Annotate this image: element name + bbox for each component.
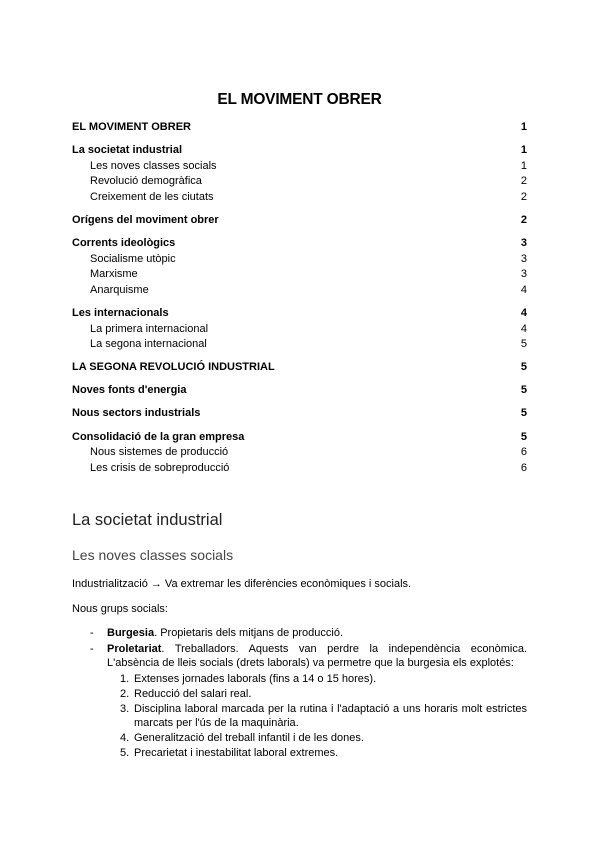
bullet-text: . Treballadors. Aquests van perdre la independència econòmica. L'absència de lleis socials (drets laborals) va permetre que la burgesia els explotés: — [107, 643, 527, 669]
toc-entry[interactable] — [72, 213, 527, 229]
toc-page-number: 1 — [520, 159, 527, 172]
bullet-list — [72, 626, 527, 761]
numbered-item-text: Generalització del treball infantil i de les dones. — [134, 732, 364, 744]
toc-entry[interactable] — [72, 360, 527, 376]
toc-page-number: 3 — [520, 268, 527, 281]
subsection-heading: Les noves classes socials — [72, 547, 234, 563]
toc-page-number: 1 — [520, 121, 527, 133]
toc-page-number: 4 — [520, 306, 527, 319]
toc-page-number: 1 — [520, 144, 527, 157]
toc-entry[interactable] — [72, 322, 527, 338]
toc-entry[interactable] — [72, 267, 527, 283]
numbered-item: 1. Extenses jornades laborals (fins a 14 o 15 hores). — [120, 673, 377, 685]
toc-entry-label: Noves fonts d'energia — [72, 384, 187, 397]
toc-entry[interactable] — [72, 337, 527, 353]
numbered-item-text: Disciplina laboral marcada per la rutina i l'adaptació a uns horaris molt estrictes marcats per l'ús de la maquinària. — [134, 703, 527, 729]
toc-page-number: 2 — [520, 175, 527, 188]
numbered-item-text: Reducció del salari real. — [134, 688, 252, 700]
toc-entry-label: LA SEGONA REVOLUCIÓ INDUSTRIAL — [72, 361, 275, 374]
toc-entry[interactable] — [72, 445, 527, 461]
toc-entry[interactable] — [72, 120, 527, 136]
section-heading: La societat industrial — [72, 511, 223, 529]
toc-entry-label: EL MOVIMENT OBRER — [72, 121, 191, 133]
toc-page-number: 2 — [520, 190, 527, 203]
toc-entry-label: Anarquisme — [90, 283, 149, 296]
numbered-item: 4. Generalització del treball infantil i de les dones. — [120, 732, 364, 744]
numbered-item-text: Extenses jornades laborals (fins a 14 o 15 hores). — [134, 673, 377, 685]
table-of-contents — [72, 120, 527, 476]
paragraph: Nous grups socials: — [72, 603, 168, 615]
numbered-list — [72, 672, 527, 760]
toc-page-number: 3 — [520, 237, 527, 250]
bullet-term: Burgesia — [107, 627, 155, 639]
toc-entry-label: Nous sistemes de producció — [90, 446, 229, 459]
toc-page-number: 4 — [520, 283, 527, 296]
numbered-item: 3. Disciplina laboral marcada per la rutina i l'adaptació a uns horaris molt estrictes marcats per l'ús de la maquinària. — [120, 703, 527, 729]
paragraph: Industrialització → Va extremar les diferències econòmiques i socials. — [72, 578, 412, 590]
toc-entry[interactable] — [72, 283, 527, 299]
toc-entry-label: Marxisme — [90, 268, 138, 281]
toc-page-number: 6 — [520, 461, 527, 474]
bullet-term: Proletariat — [107, 643, 162, 655]
toc-page-number: 5 — [520, 430, 527, 443]
toc-entry[interactable] — [72, 174, 527, 190]
toc-entry-label: Nous sectors industrials — [72, 407, 201, 420]
toc-entry-label: Corrents ideològics — [72, 237, 176, 250]
toc-entry[interactable] — [72, 406, 527, 422]
toc-page-number: 5 — [520, 338, 527, 351]
toc-entry-label: Revolució demogràfica — [90, 175, 202, 188]
toc-entry[interactable] — [72, 383, 527, 399]
list-item — [72, 626, 527, 640]
toc-entry[interactable] — [72, 159, 527, 175]
document-title: EL MOVIMENT OBRER — [217, 91, 382, 108]
toc-entry-label: Les internacionals — [72, 306, 169, 319]
toc-entry[interactable] — [72, 306, 527, 322]
toc-entry-label: Les noves classes socials — [90, 159, 217, 172]
toc-entry-label: Consolidació de la gran empresa — [72, 430, 245, 443]
numbered-item: 2. Reducció del salari real. — [120, 688, 252, 700]
toc-entry[interactable] — [72, 461, 527, 477]
toc-page-number: 4 — [520, 322, 527, 335]
toc-page-number: 6 — [520, 446, 527, 459]
numbered-item: 5. Precarietat i inestabilitat laboral extremes. — [120, 747, 339, 759]
toc-entry[interactable] — [72, 143, 527, 159]
list-item — [72, 642, 527, 670]
toc-entry-label: Les crisis de sobreproducció — [90, 461, 230, 474]
bullet-dash: - — [90, 627, 94, 639]
toc-entry-label: La societat industrial — [72, 144, 183, 157]
toc-entry-label: Socialisme utòpic — [90, 252, 176, 265]
toc-entry-label: La primera internacional — [90, 322, 209, 335]
toc-entry[interactable] — [72, 236, 527, 252]
toc-page-number: 5 — [520, 407, 527, 420]
toc-entry[interactable] — [72, 252, 527, 268]
bullet-dash: - — [90, 643, 94, 655]
toc-page-number: 3 — [520, 252, 527, 265]
toc-entry-label: La segona internacional — [90, 338, 207, 351]
toc-page-number: 5 — [520, 361, 527, 374]
toc-entry[interactable] — [72, 430, 527, 446]
toc-entry-label: Creixement de les ciutats — [90, 190, 214, 203]
numbered-item-text: Precarietat i inestabilitat laboral extremes. — [134, 747, 339, 759]
toc-entry[interactable] — [72, 190, 527, 206]
toc-entry-label: Orígens del moviment obrer — [72, 213, 219, 226]
toc-page-number: 5 — [520, 384, 527, 397]
bullet-text: . Propietaris dels mitjans de producció. — [154, 627, 344, 639]
toc-page-number: 2 — [520, 213, 527, 226]
